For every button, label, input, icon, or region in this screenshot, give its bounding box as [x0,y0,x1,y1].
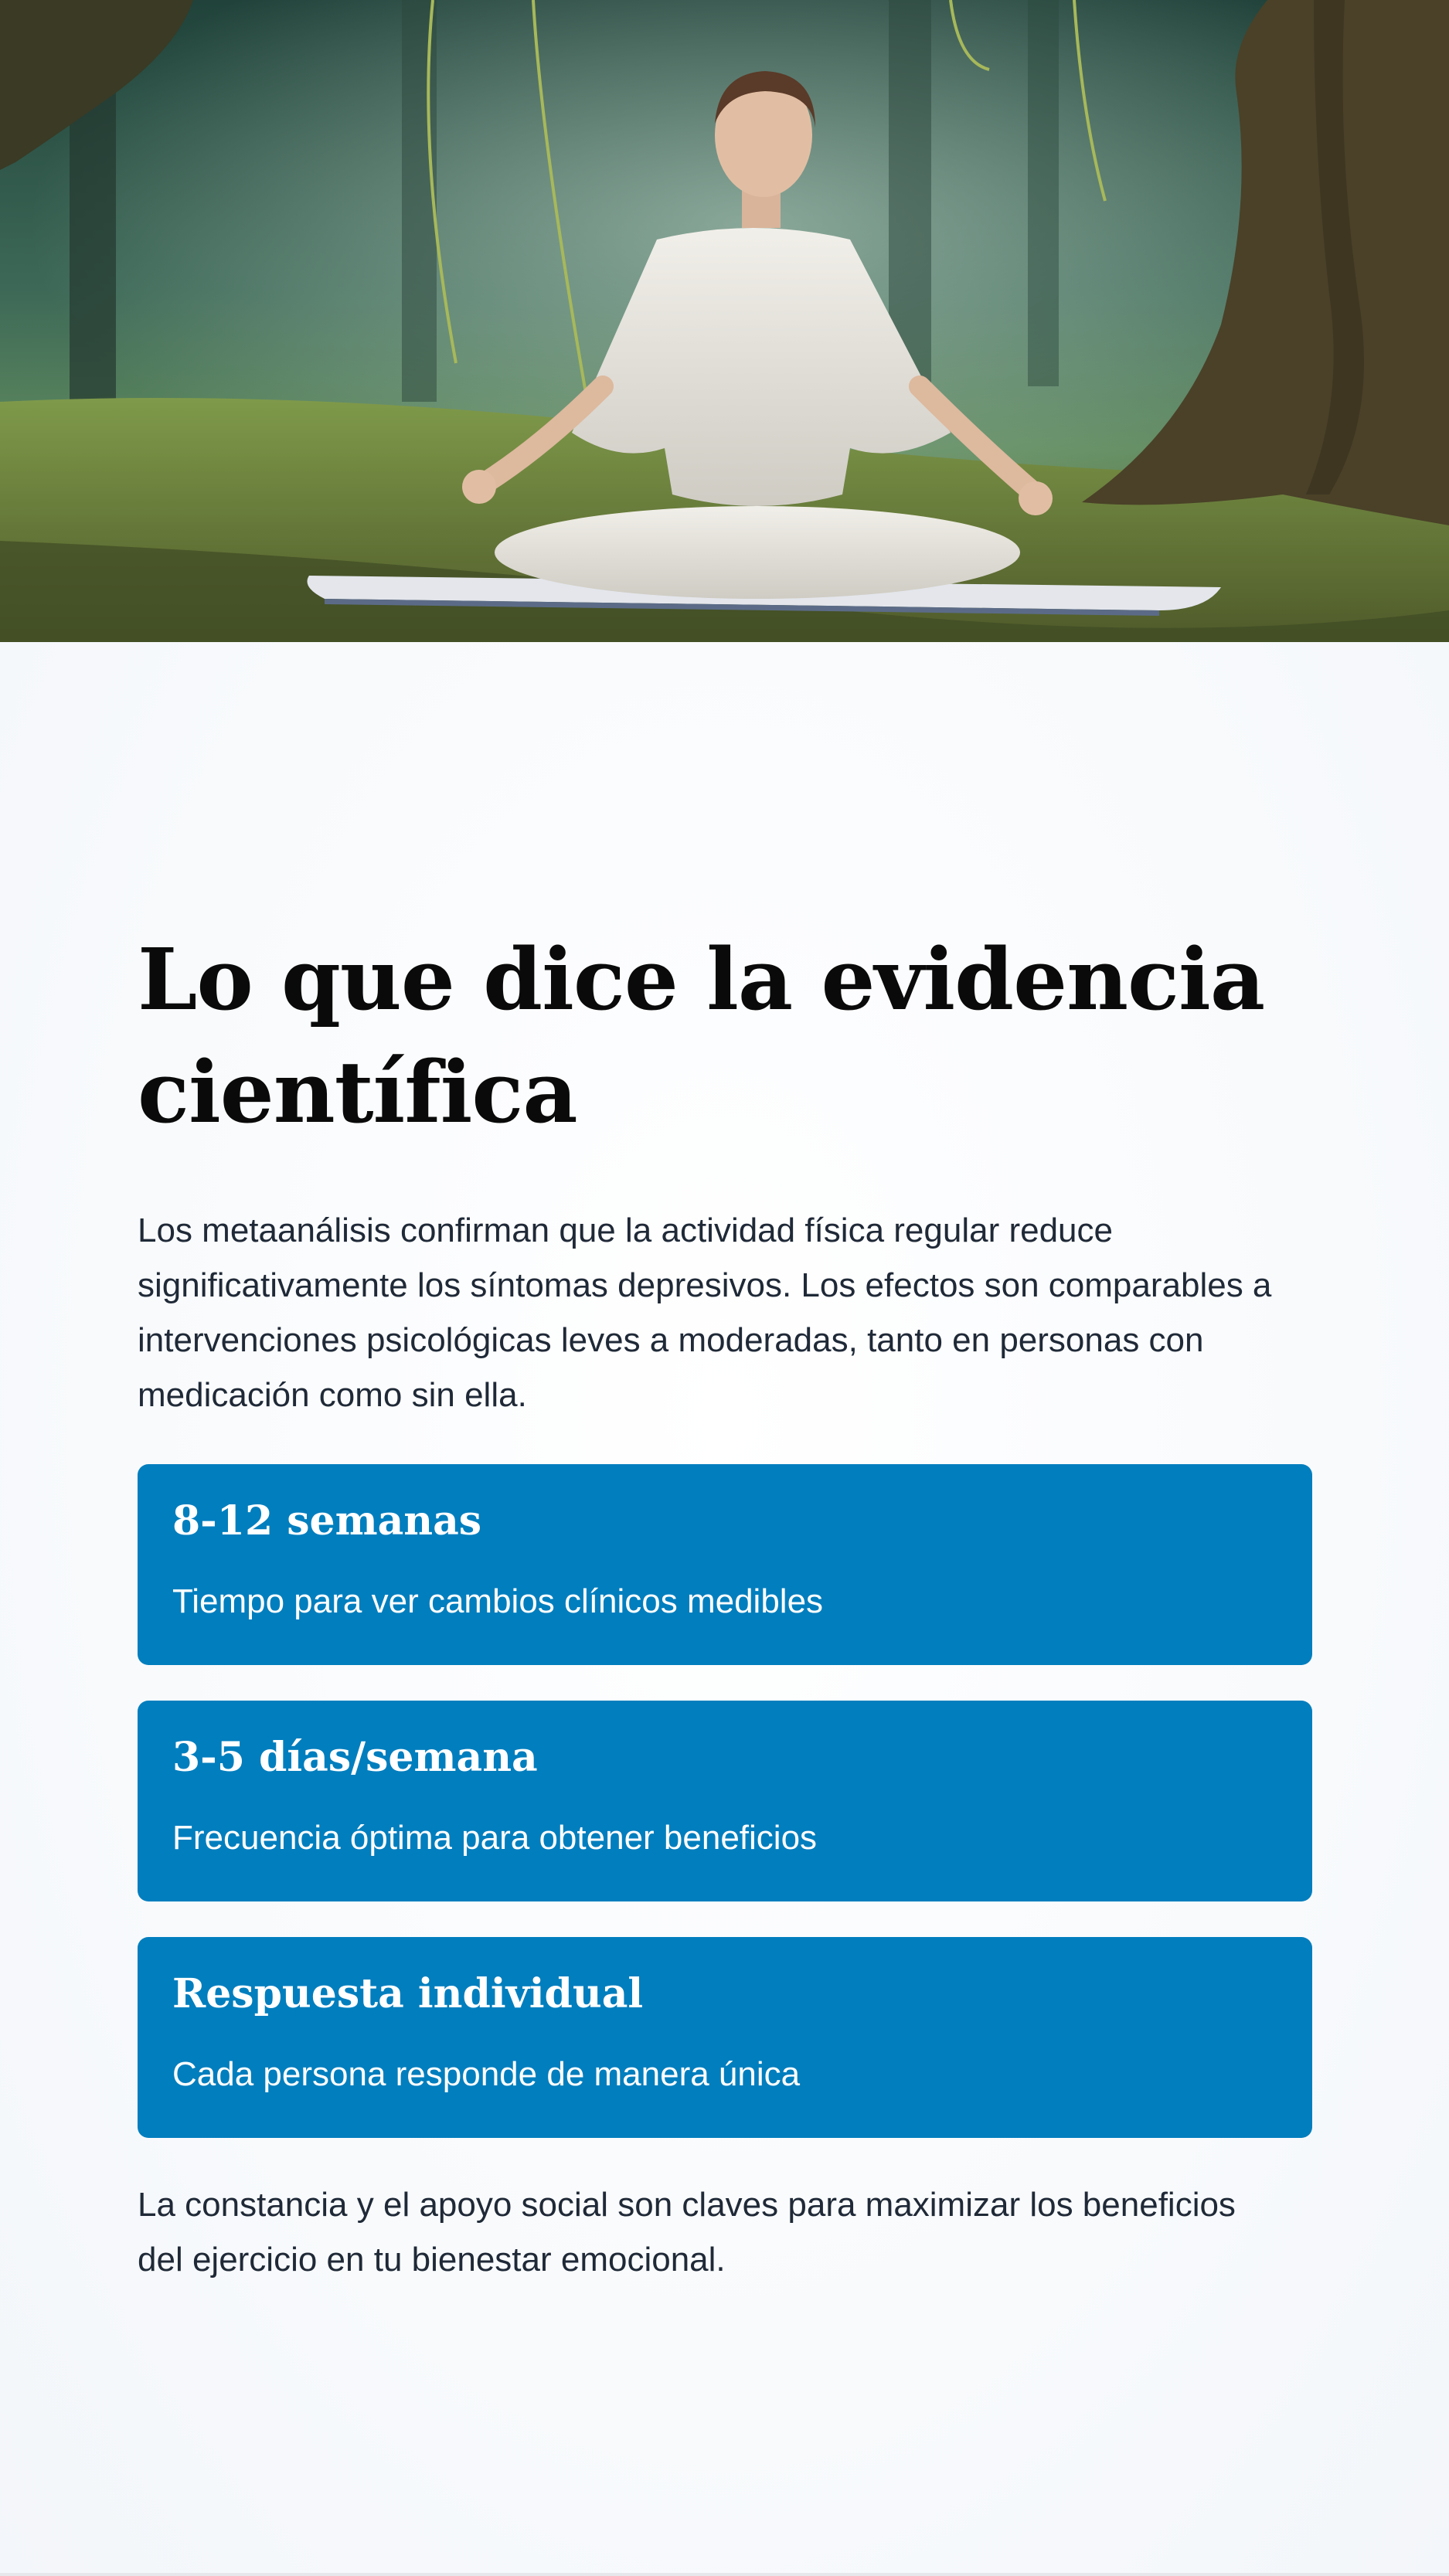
stat-card-individual [138,1937,1312,2138]
stat-card-description: Cada persona responde de manera única [172,2055,801,2093]
closing-paragraph: La constancia y el apoyo social son claves para maximizar los beneficios del ejercicio en tu bienestar emocional. [138,2186,1236,2279]
stat-card-description: Tiempo para ver cambios clínicos medibles [172,1582,824,1620]
hero-image [0,0,1449,642]
intro-paragraph: Los metaanálisis confirman que la actividad física regular reduce significativamente los síntomas depresivos. Los efectos son comparables a intervenciones psicológicas leves a moderadas, tanto en personas con medicación como sin ella. [138,1212,1272,1414]
bottom-divider [0,2573,1449,2576]
stat-card-frequency [138,1701,1312,1901]
stat-card-weeks [138,1464,1312,1665]
stat-card-title: Respuesta individual [172,1970,644,2017]
stat-card-title: 8-12 semanas [172,1497,482,1545]
stat-card-description: Frecuencia óptima para obtener beneficios [172,1819,818,1857]
section-title: Lo que dice la evidencia científica [138,929,1265,1142]
stat-card-title: 3-5 días/semana [172,1734,538,1781]
meditation-photo [0,0,1449,642]
